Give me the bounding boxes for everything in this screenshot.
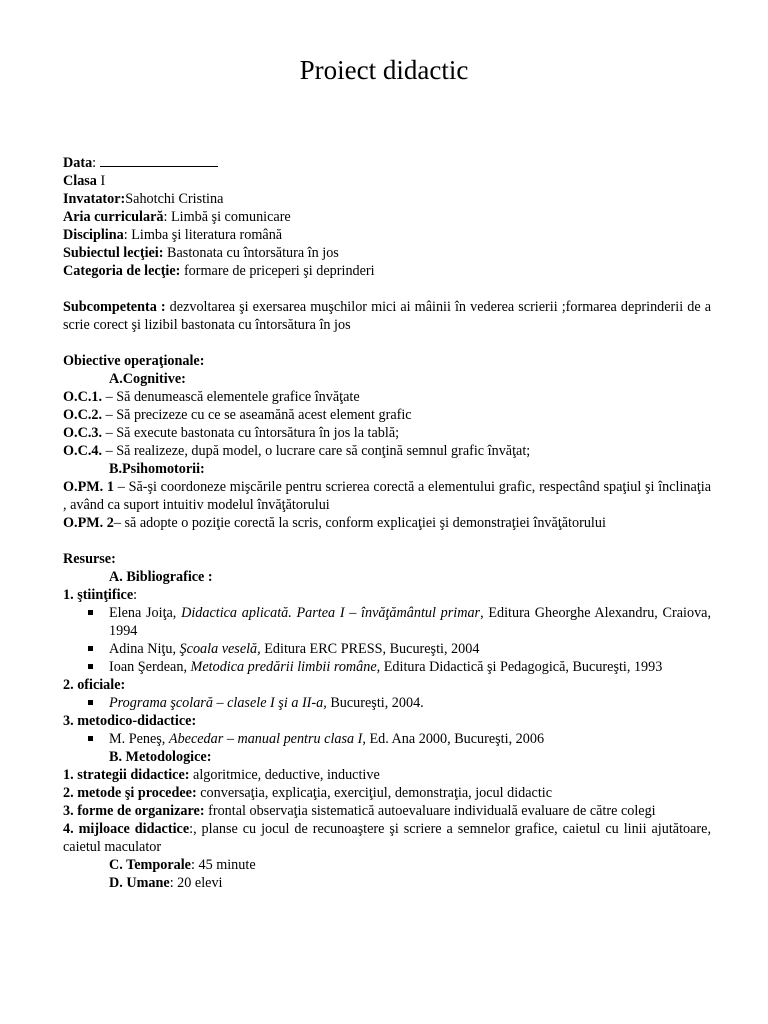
disciplina-row: Disciplina: Limba şi literatura română — [63, 227, 283, 243]
metodico-label: 3. metodico-didactice: — [63, 713, 197, 729]
mijloace-row: 4. mijloace didactice:, planse cu jocul de recunoaştere şi scriere a semnelor grafice, caietul cu linii ajutătoare, caietul maculator — [63, 821, 711, 855]
cognitive-heading: A.Cognitive: — [109, 371, 186, 387]
clasa-row: Clasa I — [63, 173, 106, 189]
list-item: Programa şcolară – clasele I şi a II-a, Bucureşti, 2004. — [63, 694, 711, 712]
forme-row: 3. forme de organizare: frontal observaţia sistematică autoevaluare individuală evaluare de către colegi — [63, 803, 656, 819]
subcompetenta-paragraph: Subcompetenta : dezvoltarea şi exersarea muşchilor mici ai mâinii în vederea scrierii ;formarea deprinderii de a scrie corect şi lizibil bastonata cu întorsătura în jos — [63, 299, 711, 333]
list-item: Ioan Şerdean, Metodica predării limbii române, Editura Didactică şi Pedagogică, Bucureşti, 1993 — [63, 658, 711, 676]
aria-row: Aria curriculară: Limbă şi comunicare — [63, 209, 291, 225]
temporale-row: C. Temporale: 45 minute — [109, 857, 256, 873]
categoria-row: Categoria de lecţie: formare de priceperi şi deprinderi — [63, 263, 375, 279]
objective-opm1: O.PM. 1 – Să-şi coordoneze mişcările pentru scrierea corectă a elementului grafic, respectând spaţiul şi înclinaţia , având ca suport intuitiv modelul învăţătorului — [63, 479, 712, 513]
list-item: Elena Joiţa, Didactica aplicată. Partea I – învăţământul primar, Editura Gheorghe Alexandru, Craiova, 1994 — [63, 604, 711, 640]
objective-oc1: O.C.1. – Să denumească elementele grafice învăţate — [63, 389, 360, 405]
resurse-heading: Resurse: — [63, 551, 116, 567]
stiintifice-label: 1. ştiinţifice: — [63, 587, 138, 603]
objective-opm2: O.PM. 2– să adopte o poziţie corectă la scris, conform explicaţiei şi demonstraţiei învăţătorului — [63, 515, 606, 531]
oficiale-list — [63, 694, 711, 712]
metodico-list — [63, 730, 711, 748]
list-item: M. Peneş, Abecedar – manual pentru clasa I, Ed. Ana 2000, Bucureşti, 2006 — [63, 730, 711, 748]
bibliografice-heading: A. Bibliografice : — [109, 569, 213, 585]
bullet-icon — [88, 610, 93, 615]
bullet-icon — [88, 664, 93, 669]
bullet-icon — [88, 700, 93, 705]
document-page — [63, 0, 711, 892]
psiho-heading: B.Psihomotorii: — [109, 461, 205, 477]
data-row: Data: — [63, 154, 711, 172]
invatator-row: Invatator:Sahotchi Cristina — [63, 191, 224, 207]
objective-oc2: O.C.2. – Să precizeze cu ce se aseamănă acest element grafic — [63, 407, 412, 423]
objective-oc4: O.C.4. – Să realizeze, după model, o lucrare care să conţină semnul grafic învăţat; — [63, 443, 531, 459]
stiintifice-list — [63, 604, 711, 676]
objective-oc3: O.C.3. – Să execute bastonata cu întorsătura în jos la tablă; — [63, 425, 400, 441]
subiect-row: Subiectul lecţiei: Bastonata cu întorsătura în jos — [63, 245, 339, 261]
obiective-heading: Obiective operaţionale: — [63, 353, 205, 369]
oficiale-label: 2. oficiale: — [63, 677, 126, 693]
bullet-icon — [88, 646, 93, 651]
umane-row: D. Umane: 20 elevi — [109, 875, 223, 891]
metode-row: 2. metode şi procedee: conversaţia, explicaţia, exerciţiul, demonstraţia, jocul didactic — [63, 785, 553, 801]
list-item: Adina Niţu, Şcoala veselă, Editura ERC PRESS, Bucureşti, 2004 — [63, 640, 711, 658]
date-blank — [100, 154, 218, 167]
document-title: Proiect didactic — [299, 55, 469, 85]
strategii-row: 1. strategii didactice: algoritmice, deductive, inductive — [63, 767, 380, 783]
metodologice-heading: B. Metodologice: — [109, 749, 212, 765]
bullet-icon — [88, 736, 93, 741]
